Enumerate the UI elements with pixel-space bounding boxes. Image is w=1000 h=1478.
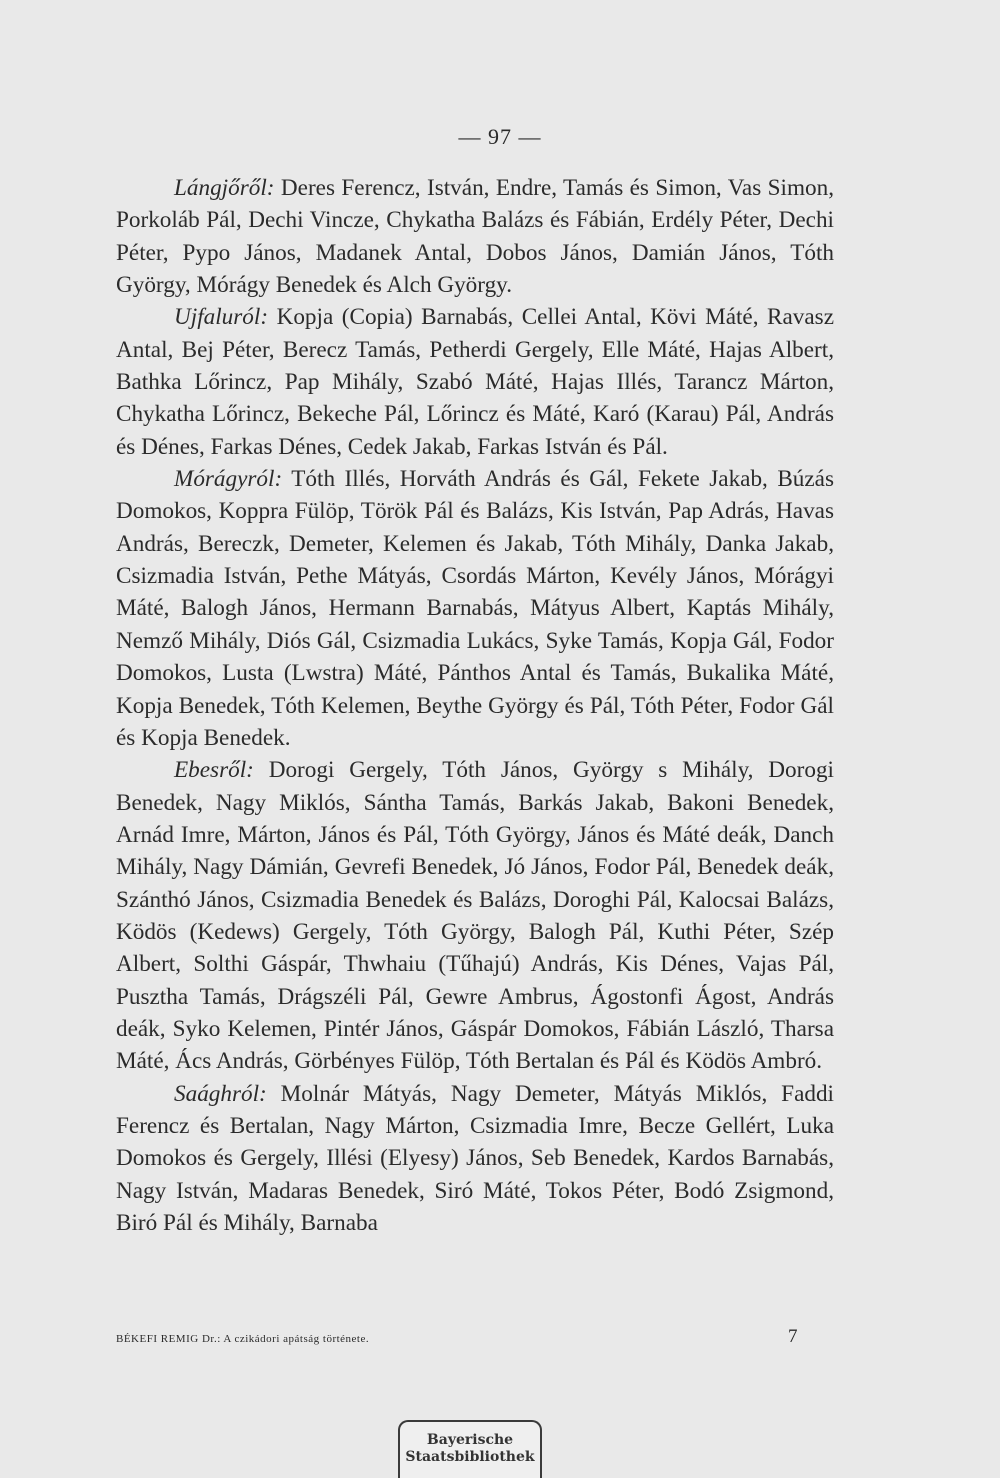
paragraph: [116, 463, 834, 754]
stamp-line-2: Staatsbibliothek: [405, 1449, 535, 1465]
paragraph: [116, 1078, 834, 1240]
place-name: Lángjőről:: [174, 175, 275, 201]
name-list: Dorogi Gergely, Tóth János, György s Mihály, Dorogi Benedek, Nagy Miklós, Sántha Tamás, Barkás Jakab, Bakoni Benedek, Arnád Imre, Márton, János és Pál, Tóth György, János és Máté deák, Danch Mihály, Nagy Dámián, Gevrefi Benedek, Jó János, Fodor Pál, Benedek deák, Szánthó János, Csizmadia Benedek és Balázs, Doroghi Pál, Kalocsai Balázs, Ködös (Kedews) Gergely, Tóth György, Balogh Pál, Kuthi Péter, Szép Albert, Solthi Gáspár, Thwhaiu (Tűhajú) András, Kis Dénes, Vajas Pál, Pusztha Tamás, Drágszéli Pál, Gewre Ambrus, Ágostonfi Ágost, András deák, Syko Kelemen, Pintér János, Gáspár Domokos, Fábián László, Tharsa Máté, Ács András, Görbényes Fülöp, Tóth Bertalan és Pál és Ködös Ambró.: [116, 757, 834, 1075]
body-text: [116, 172, 834, 1239]
stamp-line-1: Bayerische: [426, 1432, 514, 1448]
signature-mark: 7: [788, 1326, 798, 1347]
running-footer: BÉKEFI REMIG Dr.: A czikádori apátság története.: [116, 1333, 370, 1345]
paragraph: [116, 301, 834, 463]
place-name: Saághról:: [174, 1080, 267, 1107]
paragraph: [116, 754, 834, 1077]
name-list: Deres Ferencz, István, Endre, Tamás és Simon, Vas Simon, Porkoláb Pál, Dechi Vincze, Chykatha Balázs és Fábián, Erdély Péter, Dechi Péter, Pypo János, Madanek Antal, Dobos János, Damián János, Tóth György, Mórágy Benedek és Alch György.: [116, 175, 834, 299]
name-list: Kopja (Copia) Barnabás, Cellei Antal, Kövi Máté, Ravasz Antal, Bej Péter, Berecz Tamás, Petherdi Gergely, Elle Máté, Hajas Albert, Bathka Lőrincz, Pap Mihály, Szabó Máté, Hajas Illés, Tarancz Márton, Chykatha Lőrincz, Bekeche Pál, Lőrincz és Máté, Karó (Karau) Pál, András és Dénes, Farkas Dénes, Cedek Jakab, Farkas István és Pál.: [116, 304, 834, 460]
name-list: Molnár Mátyás, Nagy Demeter, Mátyás Miklós, Faddi Ferencz és Bertalan, Nagy Márton, Csizmadia Imre, Becze Gellért, Luka Domokos és Gergely, Illési (Elyesy) János, Seb Benedek, Kardos Barnabás, Nagy István, Madaras Benedek, Siró Máté, Tokos Péter, Bodó Zsigmond, Biró Pál és Mihály, Barnaba: [116, 1080, 834, 1236]
place-name: Ebesről:: [174, 757, 254, 784]
library-stamp: [398, 1420, 542, 1478]
page-number: — 97 —: [458, 124, 542, 149]
paragraph: [116, 172, 834, 301]
place-name: Mórágyról:: [174, 466, 283, 493]
place-name: Ujfaluról:: [174, 304, 269, 331]
name-list: Tóth Illés, Horváth András és Gál, Fekete Jakab, Búzás Domokos, Koppra Fülöp, Török Pál és Balázs, Kis István, Pap Adrás, Havas András, Bereczk, Demeter, Kelemen és Jakab, Tóth Mihály, Danka Jakab, Csizmadia István, Pethe Mátyás, Csordás Márton, Kevély János, Mórágyi Máté, Balogh János, Hermann Barnabás, Mátyus Albert, Kaptás Mihály, Nemző Mihály, Diós Gál, Csizmadia Lukács, Syke Tamás, Kopja Gál, Fodor Domokos, Lusta (Lwstra) Máté, Pánthos Antal és Tamás, Bukalika Máté, Kopja Benedek, Tóth Kelemen, Beythe György és Pál, Tóth Péter, Fodor Gál és Kopja Benedek.: [116, 466, 834, 751]
